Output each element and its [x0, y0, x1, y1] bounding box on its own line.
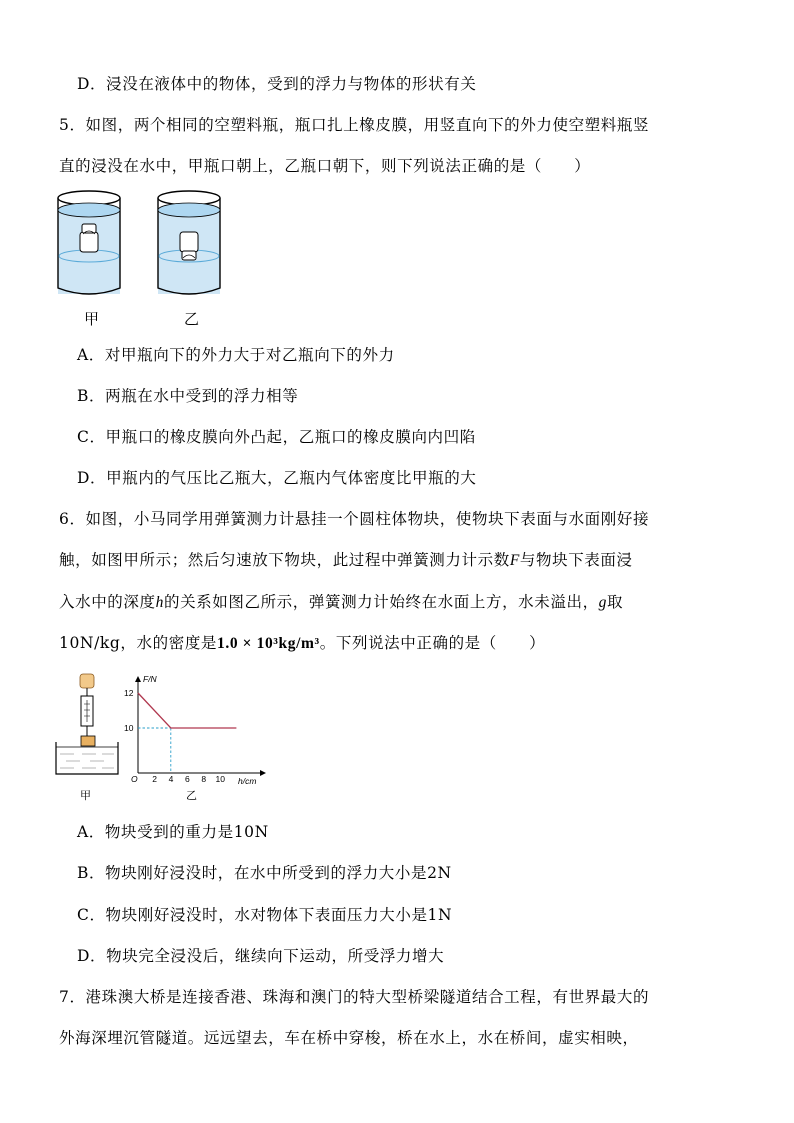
q5-stem-line2: 直的浸没在水中，甲瓶口朝上，乙瓶口朝下，则下列说法正确的是（ ）	[59, 157, 591, 175]
y-tick-label: 12	[124, 688, 134, 698]
density-value: 1.0 × 10³kg/m³	[217, 635, 320, 652]
x-tick-label: 8	[201, 774, 207, 784]
q6-option-a: A．物块受到的重力是10N	[77, 823, 269, 841]
q5-option-b: B．两瓶在水中受到的浮力相等	[77, 387, 299, 405]
q5-stem-line1: 5．如图，两个相同的空塑料瓶，瓶口扎上橡皮膜，用竖直向下的外力使空塑料瓶竖	[59, 116, 650, 134]
q6-fig-label-jia: 甲	[80, 789, 91, 802]
y-axis-label: F/N	[143, 674, 157, 684]
beaker-jia	[58, 191, 120, 294]
force-line	[138, 693, 236, 728]
q5-figure	[54, 188, 224, 300]
q5-option-a: A．对甲瓶向下的外力大于对乙瓶向下的外力	[77, 346, 395, 364]
y-tick-label: 10	[124, 723, 134, 733]
q6-option-d: D．物块完全浸没后，继续向下运动，所受浮力增大	[77, 947, 445, 965]
var-h: h	[155, 594, 164, 611]
beaker-yi	[158, 191, 220, 294]
q5-option-c: C．甲瓶口的橡皮膜向外凸起，乙瓶口的橡皮膜向内凹陷	[77, 428, 476, 446]
q5-option-d: D．甲瓶内的气压比乙瓶大，乙瓶内气体密度比甲瓶的大	[77, 469, 477, 487]
q6-stem-line1: 6．如图，小马同学用弹簧测力计悬挂一个圆柱体物块，使物块下表面与水面刚好接	[59, 510, 650, 528]
q7-stem-line1: 7．港珠澳大桥是连接香港、珠海和澳门的特大型桥梁隧道结合工程，有世界最大的	[59, 988, 650, 1006]
x-tick-label: 10	[215, 774, 225, 784]
var-F: F	[509, 552, 520, 569]
q5-fig-label-jia: 甲	[84, 310, 100, 328]
q6-option-b: B．物块刚好浸没时，在水中所受到的浮力大小是2N	[77, 864, 452, 882]
var-g: g	[598, 594, 608, 611]
q6-apparatus	[52, 670, 124, 782]
q5-fig-label-yi: 乙	[184, 310, 200, 328]
q6-force-depth-graph	[122, 670, 272, 788]
q6-stem-line4: 10N/kg，水的密度是1.0 × 10³kg/m³。下列说法中正确的是（ ）	[59, 634, 546, 652]
q6-option-c: C．物块刚好浸没时，水对物体下表面压力大小是1N	[77, 906, 453, 924]
x-tick-label: 2	[152, 774, 157, 784]
x-axis-label: h/cm	[238, 776, 257, 786]
x-tick-label: 6	[185, 774, 190, 784]
q7-stem-line2: 外海深埋沉管隧道。远远望去，车在桥中穿梭，桥在水上，水在桥间，虚实相映，	[59, 1029, 639, 1047]
x-tick-label: 4	[168, 774, 174, 784]
q4-option-d: D．浸没在液体中的物体，受到的浮力与物体的形状有关	[77, 75, 477, 93]
q6-stem-line3: 入水中的深度h的关系如图乙所示，弹簧测力计始终在水面上方，水未溢出，g取	[59, 593, 624, 611]
q6-fig-label-yi: 乙	[186, 789, 197, 802]
origin-label: O	[131, 774, 138, 784]
q6-stem-line2: 触，如图甲所示；然后匀速放下物块，此过程中弹簧测力计示数F与物块下表面浸	[59, 551, 633, 569]
